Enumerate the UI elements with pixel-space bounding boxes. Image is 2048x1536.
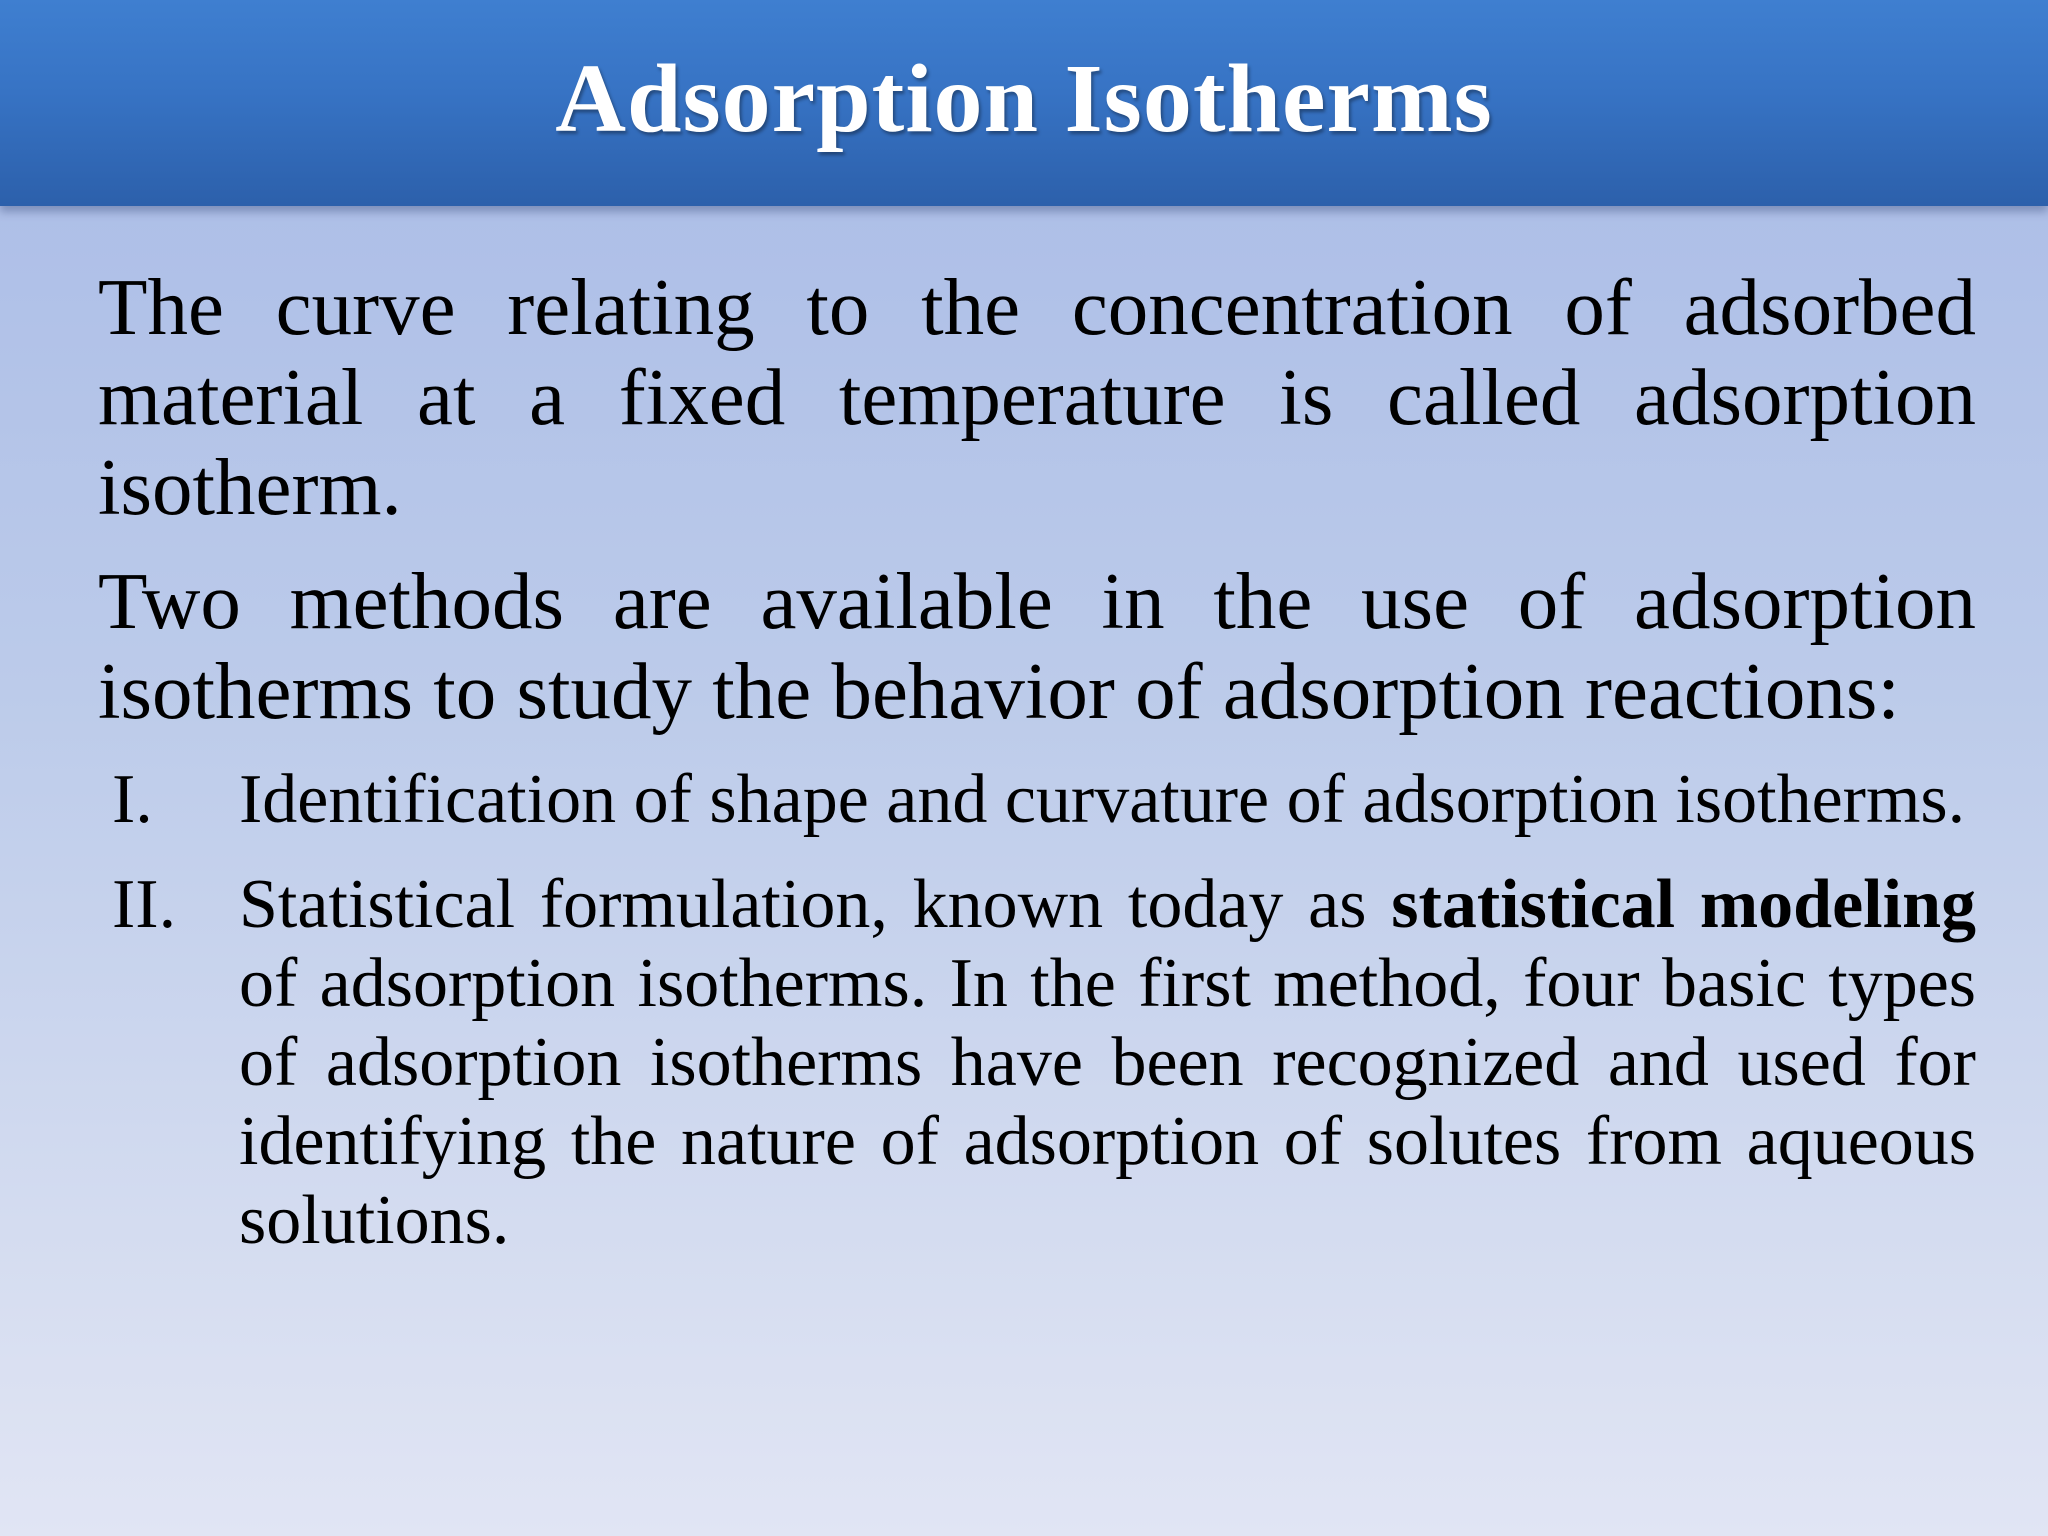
definition-paragraph: The curve relating to the concentration of adsorbed material at a fixed temperature is called adsorption isotherm.: [98, 262, 1976, 532]
list-item-text-before: Statistical formulation, known today as: [239, 866, 1392, 943]
methods-paragraph: Two methods are available in the use of adsorption isotherms to study the behavior of adsorption reactions:: [98, 556, 1976, 736]
list-item-text-after: of adsorption isotherms. In the first method, four basic types of adsorption isotherms have been recognized and used for identifying the nature of adsorption of solutes from aqueous solutions.: [239, 945, 1976, 1259]
list-item: [98, 760, 1976, 839]
title-bar: [0, 0, 2048, 206]
slide-body: [98, 262, 1976, 1286]
list-item: [98, 865, 1976, 1260]
slide-title: Adsorption Isotherms: [555, 45, 1493, 153]
list-numeral: I.: [112, 761, 153, 838]
list-item-text: Identification of shape and curvature of adsorption isotherms.: [239, 761, 1966, 838]
emphasized-term: statistical modeling: [1391, 866, 1976, 943]
list-numeral: II.: [112, 866, 177, 943]
methods-list: [98, 760, 1976, 1260]
